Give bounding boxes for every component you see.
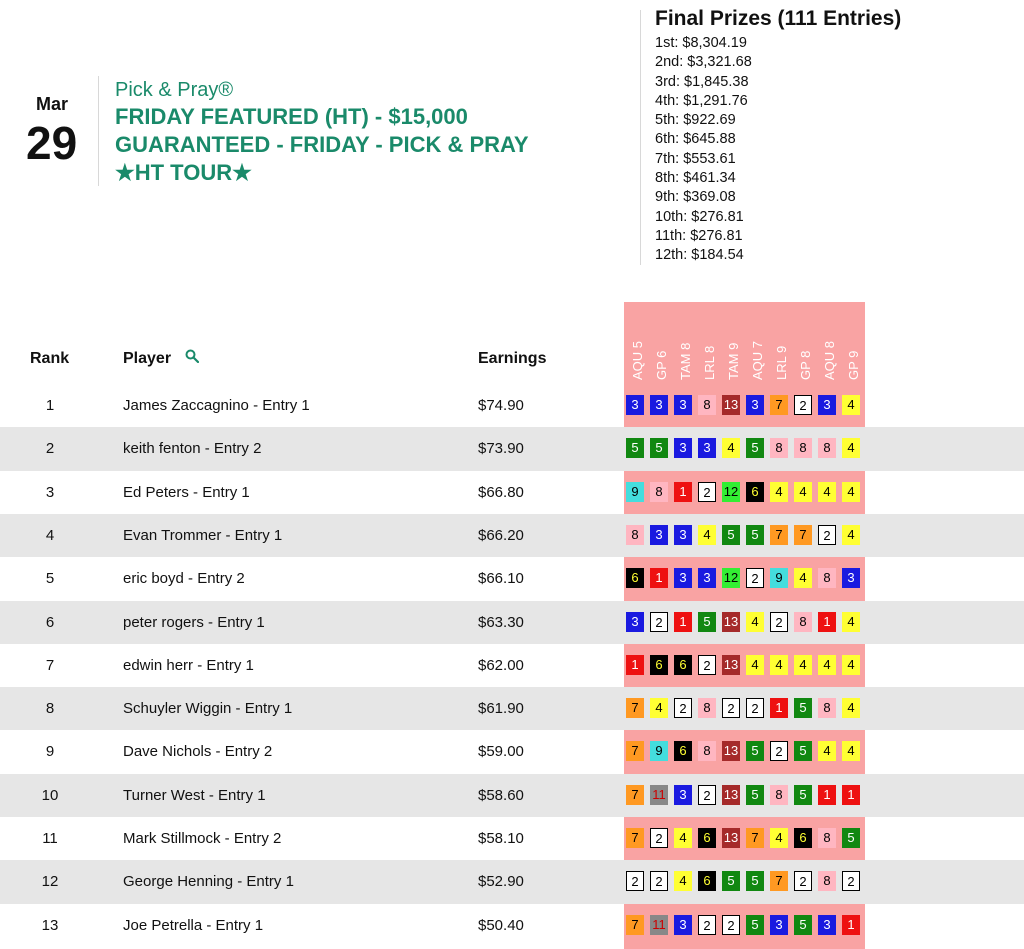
pick-cell: 8	[794, 612, 812, 632]
player-cell[interactable]: Schuyler Wiggin - Entry 1	[123, 700, 293, 718]
player-cell[interactable]: James Zaccagnino - Entry 1	[123, 397, 310, 414]
pick-cell: 2	[674, 698, 692, 718]
table-row[interactable]	[0, 427, 1024, 470]
player-cell[interactable]: edwin herr - Entry 1	[123, 656, 254, 674]
contest-title-line: FRIDAY FEATURED (HT) - $15,000	[115, 104, 468, 129]
player-cell[interactable]: Joe Petrella - Entry 1	[123, 916, 264, 934]
table-row[interactable]	[0, 471, 1024, 514]
pick-cell: 5	[842, 828, 860, 848]
pick-cell: 1	[818, 612, 836, 632]
pick-cell: 4	[818, 482, 836, 502]
pick-cell: 6	[626, 568, 644, 588]
pick-cell: 2	[650, 871, 668, 891]
pick-cell: 13	[722, 785, 740, 805]
pick-cell: 3	[674, 438, 692, 458]
pick-cell: 1	[650, 568, 668, 588]
pick-cell: 11	[650, 915, 668, 935]
rank-cell: 6	[45, 613, 55, 631]
earnings-cell: $61.90	[478, 700, 524, 718]
pick-cell: 5	[746, 741, 764, 761]
pick-cell: 1	[842, 915, 860, 935]
final-prizes-panel	[655, 6, 901, 266]
race-header	[770, 308, 794, 380]
rank-cell: 5	[45, 570, 55, 588]
contest-name[interactable]: Pick & Pray®	[115, 79, 234, 101]
pick-cell: 8	[818, 568, 836, 588]
pick-cell: 5	[746, 785, 764, 805]
pick-cell: 7	[794, 525, 812, 545]
rank-cell: 12	[41, 873, 59, 891]
pick-cell: 3	[674, 915, 692, 935]
race-header	[674, 308, 698, 380]
contest-title-line: GUARANTEED - FRIDAY - PICK & PRAY	[115, 132, 529, 157]
earnings-cell: $63.30	[478, 613, 524, 631]
pick-cell: 3	[626, 395, 644, 415]
player-cell[interactable]: Turner West - Entry 1	[123, 786, 266, 804]
picks-cells	[626, 871, 860, 891]
pick-cell: 4	[842, 438, 860, 458]
rank-cell: 2	[45, 440, 55, 458]
pick-cell: 5	[746, 915, 764, 935]
race-header-label: GP 8	[798, 350, 813, 380]
pick-cell: 4	[818, 741, 836, 761]
pick-cell: 3	[746, 395, 764, 415]
pick-cell: 4	[674, 828, 692, 848]
pick-cell: 6	[674, 655, 692, 675]
search-icon[interactable]	[185, 349, 199, 363]
rank-cell: 13	[41, 916, 59, 934]
pick-cell: 8	[626, 525, 644, 545]
prize-line: 2nd: $3,321.68	[655, 54, 752, 71]
table-row[interactable]	[0, 817, 1024, 860]
pick-cell: 4	[698, 525, 716, 545]
earnings-cell: $50.40	[478, 916, 524, 934]
pick-cell: 13	[722, 395, 740, 415]
race-header	[650, 308, 674, 380]
pick-cell: 7	[626, 785, 644, 805]
table-row[interactable]	[0, 644, 1024, 687]
pick-cell: 2	[698, 915, 716, 935]
picks-cells	[626, 828, 860, 848]
pick-cell: 8	[818, 871, 836, 891]
race-header-label: LRL 8	[702, 345, 717, 380]
pick-cell: 7	[626, 741, 644, 761]
player-cell[interactable]: George Henning - Entry 1	[123, 873, 294, 891]
prize-line: 5th: $922.69	[655, 112, 736, 129]
rank-cell: 7	[45, 656, 55, 674]
pick-cell: 6	[698, 871, 716, 891]
pick-cell: 5	[794, 741, 812, 761]
pick-cell: 8	[794, 438, 812, 458]
pick-cell: 5	[746, 525, 764, 545]
pick-cell: 4	[794, 482, 812, 502]
picks-cells	[626, 482, 860, 502]
picks-cells	[626, 785, 860, 805]
table-row[interactable]	[0, 904, 1024, 947]
pick-cell: 4	[842, 395, 860, 415]
final-prizes-title: Final Prizes (111 Entries)	[655, 7, 902, 30]
picks-cells	[626, 655, 860, 675]
pick-cell: 7	[626, 915, 644, 935]
pick-cell: 5	[650, 438, 668, 458]
pick-cell: 2	[746, 698, 764, 718]
prize-line: 10th: $276.81	[655, 208, 744, 225]
pick-cell: 3	[770, 915, 788, 935]
pick-cell: 5	[746, 438, 764, 458]
prize-list	[655, 34, 901, 266]
pick-cell: 12	[722, 482, 740, 502]
earnings-cell: $52.90	[478, 873, 524, 891]
pick-cell: 11	[650, 785, 668, 805]
pick-cell: 6	[650, 655, 668, 675]
pick-cell: 2	[794, 871, 812, 891]
rank-header: Rank	[30, 350, 70, 367]
player-cell[interactable]: eric boyd - Entry 2	[123, 570, 245, 588]
pick-cell: 4	[794, 655, 812, 675]
pick-cell: 5	[794, 915, 812, 935]
pick-cell: 4	[818, 655, 836, 675]
pick-cell: 3	[698, 568, 716, 588]
race-header-label: LRL 9	[774, 345, 789, 380]
pick-cell: 4	[770, 828, 788, 848]
table-row[interactable]	[0, 687, 1024, 730]
earnings-cell: $66.80	[478, 483, 524, 501]
pick-cell: 7	[626, 698, 644, 718]
player-header: Player	[123, 350, 172, 367]
header-divider	[98, 76, 99, 186]
earnings-cell: $62.00	[478, 656, 524, 674]
event-day: 29	[26, 117, 78, 169]
pick-cell: 3	[674, 568, 692, 588]
pick-cell: 5	[722, 871, 740, 891]
pick-cell: 2	[746, 568, 764, 588]
pick-cell: 1	[770, 698, 788, 718]
pick-cell: 2	[698, 482, 716, 502]
race-header	[626, 308, 650, 380]
prize-line: 7th: $553.61	[655, 150, 736, 167]
race-header-label: GP 6	[654, 350, 669, 380]
table-row[interactable]	[0, 860, 1024, 903]
player-cell[interactable]: keith fenton - Entry 2	[123, 440, 262, 458]
pick-cell: 2	[698, 785, 716, 805]
pick-cell: 12	[722, 568, 740, 588]
prize-line: 9th: $369.08	[655, 189, 736, 206]
earnings-header: Earnings	[478, 350, 547, 367]
pick-cell: 4	[794, 568, 812, 588]
pick-cell: 8	[770, 785, 788, 805]
pick-cell: 6	[794, 828, 812, 848]
pick-cell: 5	[698, 612, 716, 632]
prize-line: 4th: $1,291.76	[655, 92, 748, 109]
pick-cell: 4	[842, 698, 860, 718]
pick-cell: 1	[626, 655, 644, 675]
picks-cells	[626, 395, 860, 415]
race-header	[794, 308, 818, 380]
pick-cell: 3	[626, 612, 644, 632]
pick-cell: 2	[650, 612, 668, 632]
pick-cell: 3	[674, 395, 692, 415]
race-header	[698, 308, 722, 380]
pick-cell: 1	[842, 785, 860, 805]
earnings-cell: $58.60	[478, 786, 524, 804]
picks-cells	[626, 568, 860, 588]
earnings-cell: $73.90	[478, 440, 524, 458]
pick-cell: 8	[818, 828, 836, 848]
pick-cell: 4	[746, 612, 764, 632]
pick-cell: 4	[842, 525, 860, 545]
pick-cell: 5	[722, 525, 740, 545]
pick-cell: 3	[842, 568, 860, 588]
pick-cell: 7	[626, 828, 644, 848]
pick-cell: 4	[842, 655, 860, 675]
race-header-label: AQU 5	[630, 340, 645, 380]
rank-cell: 4	[45, 526, 55, 544]
pick-cell: 3	[818, 915, 836, 935]
picks-cells	[626, 698, 860, 718]
pick-cell: 6	[698, 828, 716, 848]
pick-cell: 2	[722, 915, 740, 935]
pick-cell: 5	[794, 785, 812, 805]
rank-cell: 10	[41, 786, 59, 804]
pick-cell: 8	[698, 741, 716, 761]
prize-line: 1st: $8,304.19	[655, 35, 747, 51]
pick-cell: 9	[770, 568, 788, 588]
pick-cell: 3	[698, 438, 716, 458]
race-header	[842, 308, 866, 380]
pick-cell: 4	[770, 482, 788, 502]
race-header-label: AQU 7	[750, 340, 765, 380]
pick-cell: 8	[698, 395, 716, 415]
pick-cell: 4	[842, 741, 860, 761]
table-row[interactable]	[0, 384, 1024, 427]
rank-cell: 1	[45, 397, 55, 414]
rank-cell: 9	[45, 743, 55, 761]
table-row[interactable]	[0, 730, 1024, 773]
race-header-label: TAM 9	[726, 342, 741, 380]
table-row[interactable]	[0, 514, 1024, 557]
pick-cell: 9	[626, 482, 644, 502]
pick-cell: 2	[722, 698, 740, 718]
pick-cell: 2	[794, 395, 812, 415]
earnings-cell: $66.10	[478, 570, 524, 588]
pick-cell: 1	[674, 482, 692, 502]
pick-cell: 5	[746, 871, 764, 891]
earnings-cell: $74.90	[478, 397, 524, 414]
table-row[interactable]	[0, 601, 1024, 644]
pick-cell: 8	[818, 438, 836, 458]
player-cell[interactable]: Dave Nichols - Entry 2	[123, 743, 273, 761]
table-row[interactable]	[0, 557, 1024, 600]
pick-cell: 4	[842, 482, 860, 502]
prize-line: 8th: $461.34	[655, 170, 736, 187]
player-cell[interactable]: Mark Stillmock - Entry 2	[123, 830, 282, 847]
race-header-label: TAM 8	[678, 342, 693, 380]
pick-cell: 13	[722, 828, 740, 848]
earnings-cell: $59.00	[478, 743, 524, 761]
pick-cell: 4	[674, 871, 692, 891]
pick-cell: 3	[674, 785, 692, 805]
pick-cell: 5	[626, 438, 644, 458]
pick-cell: 2	[770, 741, 788, 761]
event-month: Mar	[36, 94, 69, 114]
race-header	[746, 308, 770, 380]
pick-cell: 2	[626, 871, 644, 891]
prize-line: 6th: $645.88	[655, 131, 736, 148]
earnings-cell: $66.20	[478, 526, 524, 544]
pick-cell: 7	[746, 828, 764, 848]
race-header	[818, 308, 842, 380]
pick-cell: 3	[650, 395, 668, 415]
pick-cell: 7	[770, 395, 788, 415]
pick-cell: 2	[842, 871, 860, 891]
pick-cell: 8	[698, 698, 716, 718]
picks-cells	[626, 915, 860, 935]
pick-cell: 8	[650, 482, 668, 502]
pick-cell: 8	[818, 698, 836, 718]
race-header-label: GP 9	[846, 350, 861, 380]
pick-cell: 4	[842, 612, 860, 632]
pick-cell: 13	[722, 612, 740, 632]
rank-cell: 8	[45, 700, 55, 718]
pick-cell: 6	[746, 482, 764, 502]
pick-cell: 5	[794, 698, 812, 718]
pick-cell: 1	[674, 612, 692, 632]
pick-cell: 7	[770, 871, 788, 891]
picks-cells	[626, 525, 860, 545]
pick-cell: 8	[770, 438, 788, 458]
rank-cell: 3	[45, 483, 55, 501]
pick-cell: 2	[818, 525, 836, 545]
pick-cell: 3	[674, 525, 692, 545]
player-cell[interactable]: Ed Peters - Entry 1	[123, 483, 250, 501]
pick-cell: 4	[650, 698, 668, 718]
player-cell[interactable]: Evan Trommer - Entry 1	[123, 526, 283, 544]
pick-cell: 4	[746, 655, 764, 675]
contest-title-line: ★HT TOUR★	[115, 160, 252, 185]
pick-cell: 9	[650, 741, 668, 761]
picks-cells	[626, 612, 860, 632]
prize-line: 11th: $276.81	[655, 227, 743, 244]
pick-cell: 13	[722, 741, 740, 761]
picks-cells	[626, 438, 860, 458]
pick-cell: 3	[650, 525, 668, 545]
picks-cells	[626, 741, 860, 761]
pick-cell: 4	[722, 438, 740, 458]
prizes-divider	[640, 10, 641, 265]
race-header	[722, 308, 746, 380]
pick-cell: 13	[722, 655, 740, 675]
contest-title-block	[115, 77, 529, 187]
prize-line: 12th: $184.54	[655, 247, 744, 264]
race-header-label: AQU 8	[822, 340, 837, 380]
pick-cell: 4	[770, 655, 788, 675]
pick-cell: 2	[650, 828, 668, 848]
table-row[interactable]	[0, 774, 1024, 817]
prize-line: 3rd: $1,845.38	[655, 73, 749, 90]
rank-cell: 11	[42, 830, 58, 847]
earnings-cell: $58.10	[478, 830, 524, 847]
pick-cell: 2	[698, 655, 716, 675]
player-cell[interactable]: peter rogers - Entry 1	[123, 613, 265, 631]
pick-cell: 6	[674, 741, 692, 761]
pick-cell: 2	[770, 612, 788, 632]
pick-cell: 7	[770, 525, 788, 545]
pick-cell: 1	[818, 785, 836, 805]
pick-cell: 3	[818, 395, 836, 415]
